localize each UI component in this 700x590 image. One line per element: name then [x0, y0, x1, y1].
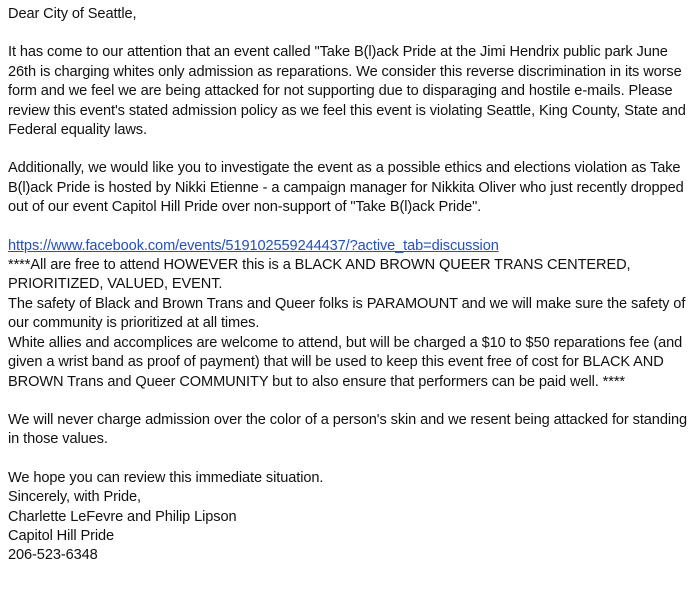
organization-name: Capitol Hill Pride [8, 527, 115, 544]
salutation: Dear City of Seattle, [8, 6, 137, 22]
signers: Charlette LeFevre and Philip Lipson [8, 508, 237, 525]
paragraph-ethics-request: Additionally, we would like you to investigate the event as a possible ethics and elections violation as Take B(l)ack Pride is hosted by Nikki Etienne - a campaign manager for Nikkita Oliver who just recently dropped out of our event Capitol Hill Pride over non-support of "Take B(l)ack Pride". [8, 160, 684, 216]
paragraph-spacer [8, 218, 694, 237]
paragraph-spacer [8, 140, 694, 159]
letter-body [8, 5, 694, 566]
phone-number: 206-523-6348 [8, 547, 98, 564]
quoted-admission-policy-line-1: ****All are free to attend HOWEVER this is a BLACK AND BROWN QUEER TRANS CENTERED, PRIORITIZED, VALUED, EVENT. [8, 257, 631, 293]
paragraph-spacer [8, 450, 694, 469]
paragraph-event-complaint: It has come to our attention that an event called "Take B(l)ack Pride at the Jimi Hendrix public park June 26th is charging whites only admission as reparations. We consider this reverse discrimination in its worse form and we feel we are being attacked for not supporting due to disparaging and hostile e-mails. Please review this event's stated admission policy as we feel this event is violating Seattle, King County, State and Federal equality laws. [8, 44, 686, 139]
signoff: Sincerely, with Pride, [8, 489, 141, 506]
paragraph-values-statement: We will never charge admission over the color of a person's skin and we resent being attacked for standing in those values. [8, 411, 688, 448]
quoted-admission-policy-line-3: White allies and accomplices are welcome to attend, but will be charged a $10 to $50 reparations fee (and given a wrist band as proof of payment) that will be used to keep this event free of cost for BLACK AND BROWN Trans and Queer COMMUNITY but to also ensure that performers can be paid well. **** [8, 334, 683, 390]
quoted-admission-policy-line-2: The safety of Black and Brown Trans and Queer folks is PARAMOUNT and we will make sure the safety of our community is prioritized at all times. [8, 295, 686, 332]
closing-request: We hope you can review this immediate situation. [8, 469, 324, 486]
paragraph-spacer [8, 24, 694, 43]
paragraph-spacer [8, 392, 694, 411]
facebook-event-link[interactable]: https://www.facebook.com/events/519102559244437/?active_tab=discussion [8, 237, 499, 254]
event-link-line [8, 237, 694, 256]
